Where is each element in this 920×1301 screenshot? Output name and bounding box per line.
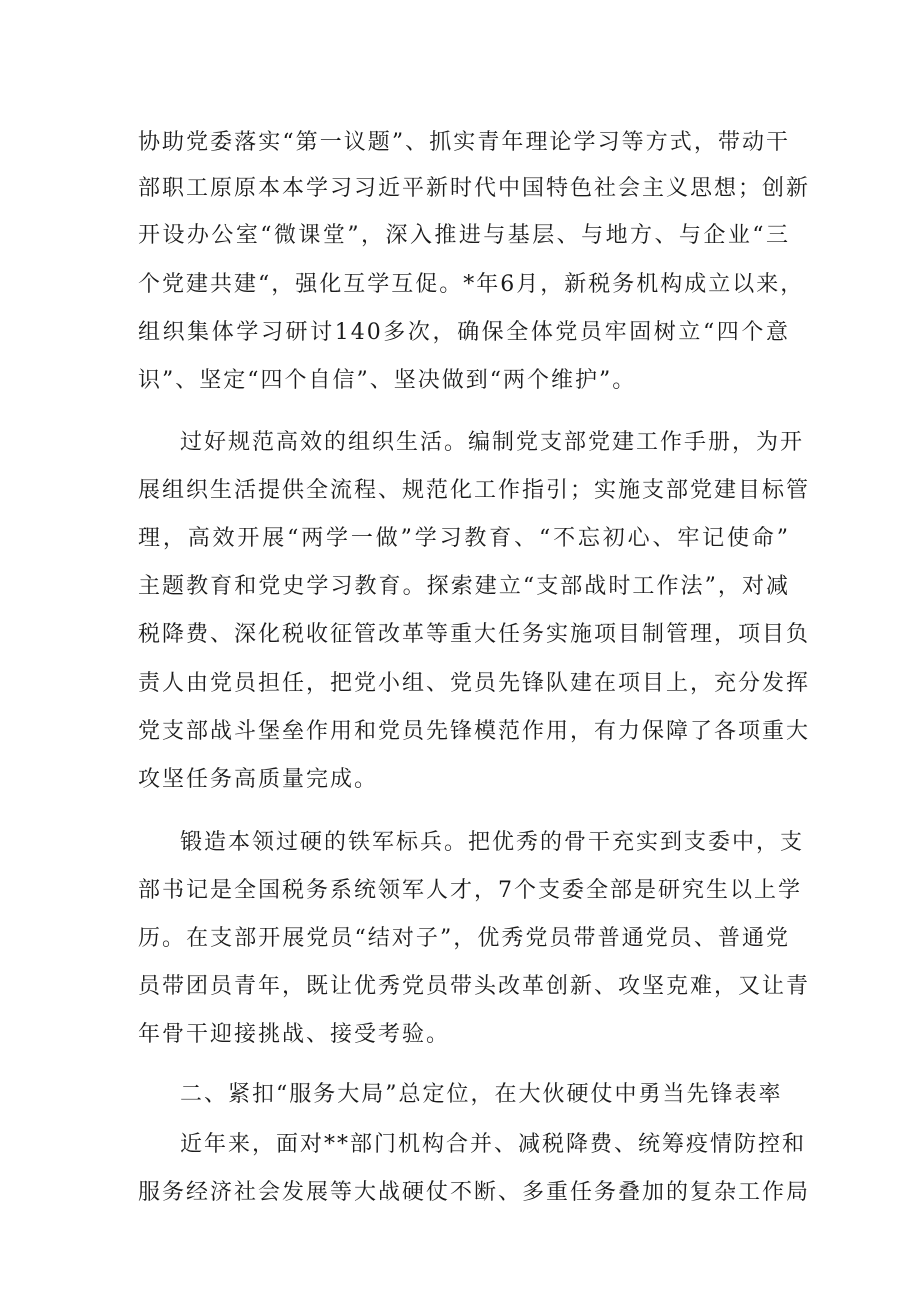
paragraph-2-line-7: 党支部战斗堡垒作用和党员先锋模范作用，有力保障了各项重大 <box>138 719 811 744</box>
paragraph-1-line-2: 部职工原原本本学习习近平新时代中国特色社会主义思想；创新 <box>138 176 811 201</box>
paragraph-1-line-5: 组织集体学习研讨140多次，确保全体党员牢固树立“四个意 <box>138 320 790 345</box>
paragraph-2-line-8: 攻坚任务高质量完成。 <box>138 767 379 792</box>
paragraph-3-line-2: 部书记是全国税务系统领军人才，7个支委全部是研究生以上学 <box>138 878 802 903</box>
paragraph-3-line-5: 年骨干迎接挑战、接受考验。 <box>138 1022 451 1047</box>
paragraph-3-line-1: 锻造本领过硬的铁军标兵。把优秀的骨干充实到支委中，支 <box>180 830 805 855</box>
paragraph-1-line-4: 个党建共建“，强化互学互促。*年6月，新税务机构成立以来， <box>138 272 805 297</box>
paragraph-3-line-3: 历。在支部开展党员“结对子”，优秀党员带普通党员、普通党 <box>138 926 790 951</box>
paragraph-2-line-3: 理，高效开展“两学一做”学习教育、“不忘初心、牢记使命” <box>138 526 790 551</box>
paragraph-2-line-5: 税降费、深化税收征管改革等重大任务实施项目制管理，项目负 <box>138 622 811 647</box>
paragraph-1-line-1: 协助党委落实“第一议题”、抓实青年理论学习等方式，带动干 <box>138 130 790 155</box>
paragraph-2-line-2: 展组织生活提供全流程、规范化工作指引；实施支部党建目标管 <box>138 478 811 503</box>
paragraph-2-line-6: 责人由党员担任，把党小组、党员先锋队建在项目上，充分发挥 <box>138 671 811 696</box>
paragraph-2-line-4: 主题教育和党史学习教育。探索建立“支部战时工作法”，对减 <box>138 574 790 599</box>
section-heading: 二、紧扣“服务大局”总定位，在大伙硬仗中勇当先锋表率 <box>180 1082 783 1107</box>
paragraph-1-line-3: 开设办公室“微课堂”，深入推进与基层、与地方、与企业“三 <box>138 223 790 248</box>
paragraph-3-line-4: 员带团员青年，既让优秀党员带头改革创新、攻坚克难，又让青 <box>138 974 811 999</box>
paragraph-1-line-6: 识”、坚定“四个自信”、坚决做到“两个维护”。 <box>138 368 637 393</box>
paragraph-2-line-1: 过好规范高效的组织生活。编制党支部党建工作手册，为开 <box>180 430 805 455</box>
paragraph-5-line-2: 服务经济社会发展等大战硬仗不断、多重任务叠加的复杂工作局 <box>138 1180 811 1205</box>
paragraph-5-line-1: 近年来，面对**部门机构合并、减税降费、统筹疫情防控和 <box>180 1132 807 1157</box>
